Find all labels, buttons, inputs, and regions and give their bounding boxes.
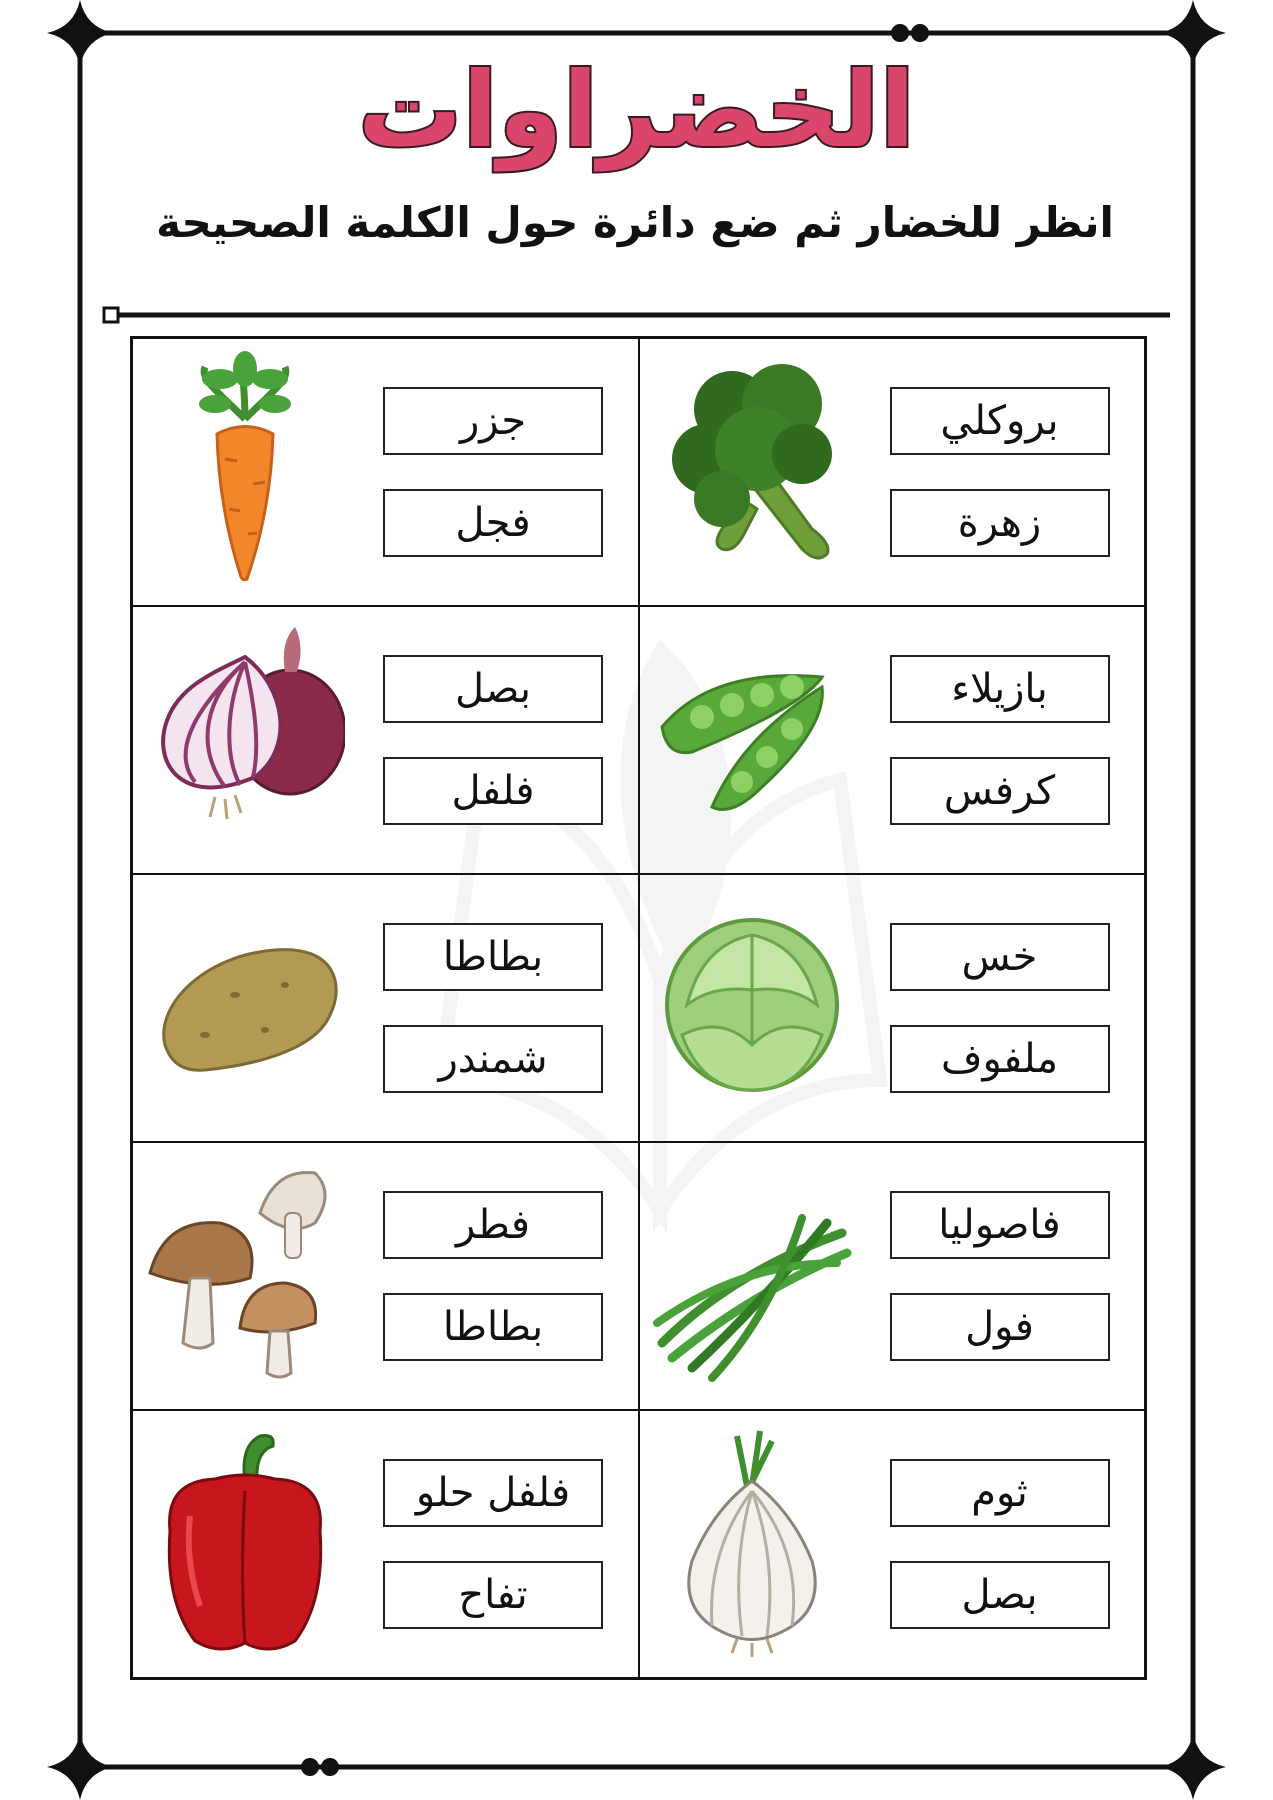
cell-peas (639, 606, 1146, 874)
green-beans-icon (652, 1153, 852, 1398)
option-button[interactable]: فاصوليا (890, 1191, 1110, 1259)
option-button[interactable]: بصل (890, 1561, 1110, 1629)
option-button[interactable]: كرفس (890, 757, 1110, 825)
broccoli-icon (652, 349, 852, 594)
option-button[interactable]: بروكلي (890, 387, 1110, 455)
cell-potato (132, 874, 639, 1142)
cell-broccoli (639, 338, 1146, 606)
onion-icon (145, 617, 345, 862)
option-button[interactable]: بصل (383, 655, 603, 723)
cabbage-icon (652, 885, 852, 1130)
option-button[interactable]: خس (890, 923, 1110, 991)
cell-carrot (132, 338, 639, 606)
bell-pepper-icon (145, 1421, 345, 1666)
option-button[interactable]: فول (890, 1293, 1110, 1361)
option-button[interactable]: بطاطا (383, 1293, 603, 1361)
option-button[interactable]: فجل (383, 489, 603, 557)
option-button[interactable]: تفاح (383, 1561, 603, 1629)
option-button[interactable]: ثوم (890, 1459, 1110, 1527)
option-button[interactable]: بطاطا (383, 923, 603, 991)
option-button[interactable]: زهرة (890, 489, 1110, 557)
garlic-icon (652, 1421, 852, 1666)
mushroom-icon (145, 1153, 345, 1398)
option-button[interactable]: فلفل (383, 757, 603, 825)
option-button[interactable]: ملفوف (890, 1025, 1110, 1093)
option-button[interactable]: جزر (383, 387, 603, 455)
option-button[interactable]: فلفل حلو (383, 1459, 603, 1527)
carrot-icon (145, 349, 345, 594)
cell-green-beans (639, 1142, 1146, 1410)
page-title: الخضراوات (357, 49, 916, 171)
cell-mushroom (132, 1142, 639, 1410)
cell-bell-pepper (132, 1410, 639, 1678)
vegetable-grid (130, 336, 1147, 1680)
peas-icon (652, 617, 852, 862)
option-button[interactable]: بازيلاء (890, 655, 1110, 723)
option-button[interactable]: فطر (383, 1191, 603, 1259)
cell-cabbage (639, 874, 1146, 1142)
cell-onion (132, 606, 639, 874)
option-button[interactable]: شمندر (383, 1025, 603, 1093)
potato-icon (145, 885, 345, 1130)
cell-garlic (639, 1410, 1146, 1678)
instruction-text: انظر للخضار ثم ضع دائرة حول الكلمة الصحيحة (156, 198, 1114, 247)
